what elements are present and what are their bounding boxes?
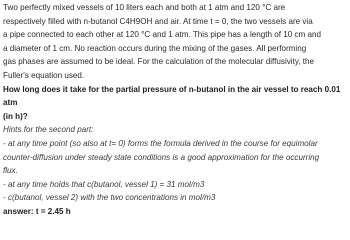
hints-title: Hints for the second part: bbox=[3, 125, 94, 135]
question-line: (in h)? bbox=[3, 111, 28, 121]
hint-line: - at any time point (so also at t= 0) forms the formula derived in the course for equimolar bbox=[3, 138, 318, 148]
hint-line: - at any time holds that c(butanol, vessel 1) = 31 mol/m3 bbox=[3, 179, 205, 189]
answer: answer: t = 2.45 h bbox=[3, 206, 71, 216]
question bbox=[3, 83, 346, 124]
problem-line: gas phases are assumed to be ideal. For the calculation of the molecular diffusivity, the bbox=[3, 57, 315, 67]
problem-line: respectively filled with n-butanol C4H9OH and air. At time t = 0, the two vessels are via bbox=[3, 16, 313, 26]
problem-line: Two perfectly mixed vessels of 10 liters each and both at 1 atm and 120 °C are bbox=[3, 3, 286, 12]
question-line: How long does it take for the partial pressure of n-butanol in the air vessel to reach 0.01 atm bbox=[3, 84, 341, 108]
problem-line: a pipe connected to each other at 120 °C and 1 atm. This pipe has a length of 10 cm and bbox=[3, 30, 322, 40]
hint-line: counter-diffusion under steady state conditions is a good approximation for the occurring bbox=[3, 152, 320, 162]
hint-line: - c(butanol, vessel 2) with the two concentrations in mol/m3 bbox=[3, 193, 216, 203]
problem-line: Fuller's equation used. bbox=[3, 70, 85, 80]
problem-line: a diameter of 1 cm. No reaction occurs during the mixing of the gases. All performing bbox=[3, 43, 307, 53]
hints bbox=[3, 123, 346, 205]
problem-statement bbox=[3, 1, 346, 83]
hint-line: flux. bbox=[3, 166, 18, 176]
